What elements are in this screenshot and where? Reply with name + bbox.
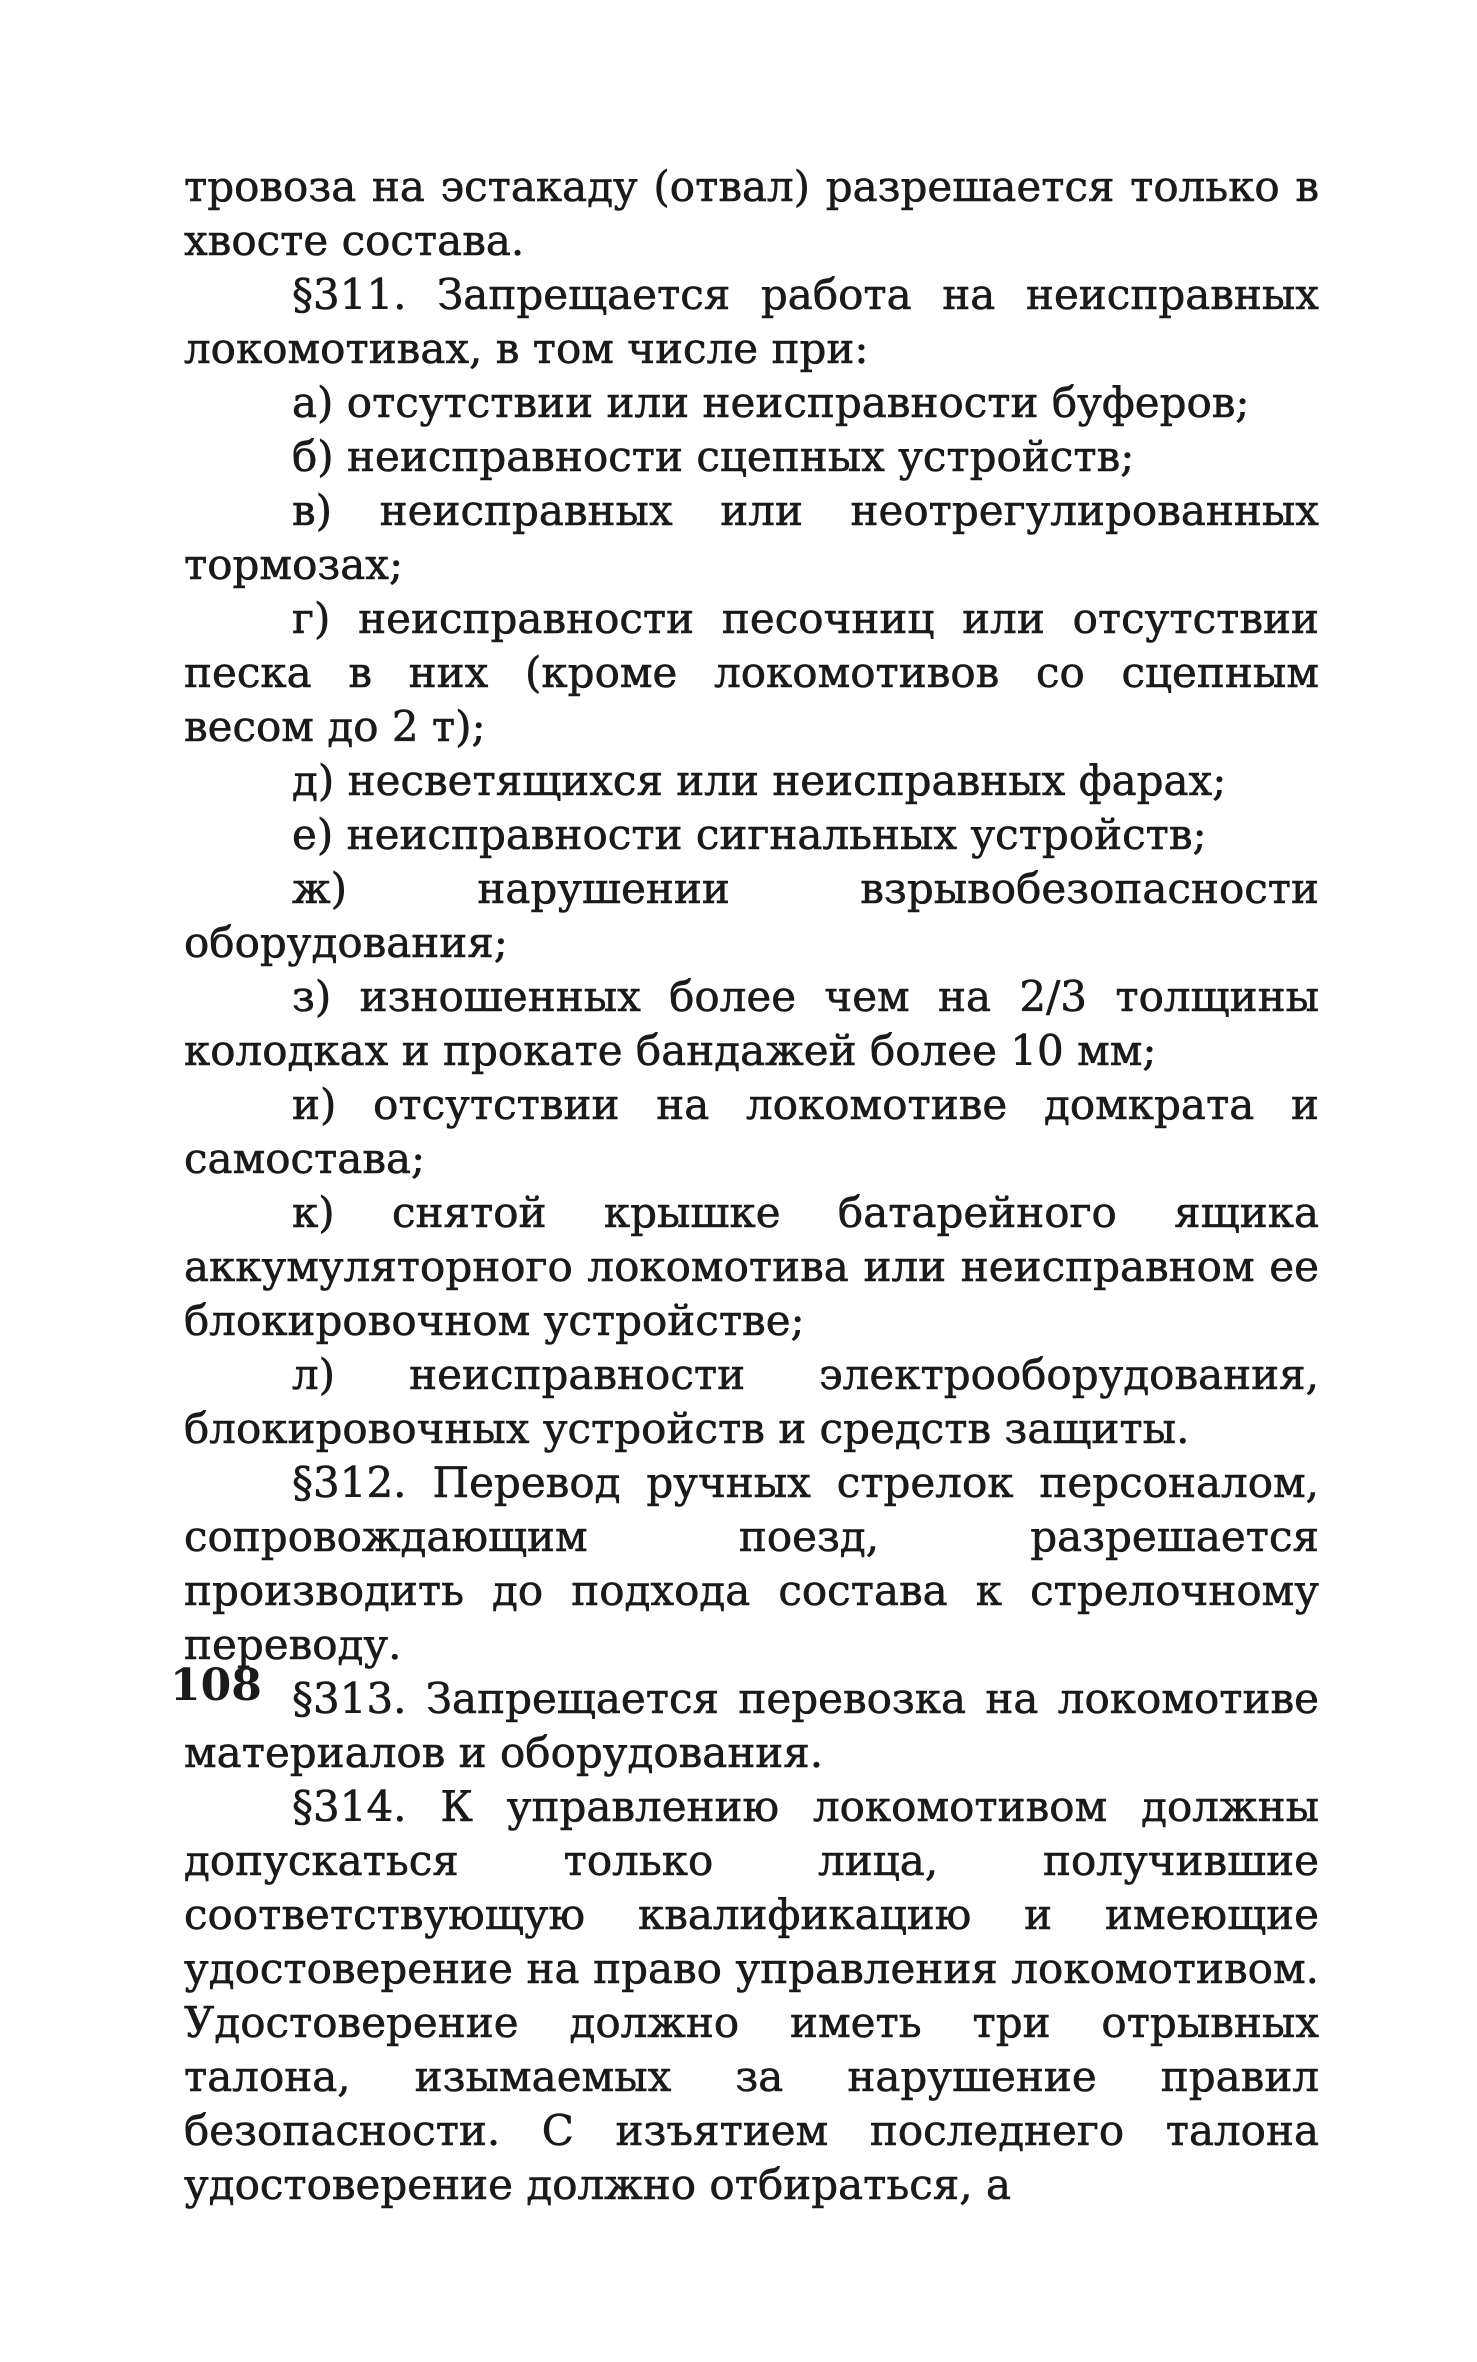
- paragraph-continuation: тровоза на эстакаду (отвал) разрешается только в хвосте состава.: [184, 162, 1319, 265]
- page-number: 108: [170, 1660, 262, 1711]
- list-item-g: г) неисправности песочниц или отсутствии песка в них (кроме локомотивов со сцепным весом до 2 т);: [184, 594, 1319, 751]
- list-item-k: к) снятой крышке батарейного ящика аккумуляторного локомотива или неисправном ее блокировочном устройстве;: [184, 1188, 1319, 1345]
- list-item-a: а) отсутствии или неисправности буферов;: [292, 378, 1250, 427]
- list-item-zh: ж) нарушении взрывобезопасности оборудования;: [184, 864, 1319, 967]
- list-item-l: л) неисправности электрооборудования, блокировочных устройств и средств защиты.: [184, 1350, 1319, 1453]
- paragraph-312: §312. Перевод ручных стрелок персоналом, сопровождающим поезд, разрешается производить до подхода состава к стрелочному переводу.: [184, 1458, 1319, 1669]
- paragraph-314: §314. К управлению локомотивом должны допускаться только лица, получившие соответствующую квалификацию и имеющие удостоверение на право управления локомотивом. Удостоверение должно иметь три отрывных талона, изымаемых за нарушение правил безопасности. С изъятием последнего талона удостоверение должно отбираться, а: [184, 1782, 1319, 2209]
- paragraph-313: §313. Запрещается перевозка на локомотиве материалов и оборудования.: [184, 1674, 1319, 1777]
- list-item-i: и) отсутствии на локомотиве домкрата и самостава;: [184, 1080, 1319, 1183]
- list-item-d: д) несветящихся или неисправных фарах;: [292, 756, 1227, 805]
- paragraph-311: §311. Запрещается работа на неисправных локомотивах, в том числе при:: [184, 270, 1319, 373]
- list-item-e: е) неисправности сигнальных устройств;: [292, 810, 1207, 859]
- list-item-z: з) изношенных более чем на 2/3 толщины колодках и прокате бандажей более 10 мм;: [184, 972, 1319, 1075]
- list-item-v: в) неисправных или неотрегулированных тормозах;: [184, 486, 1319, 589]
- page-text-block: [184, 160, 1319, 2212]
- list-item-b: б) неисправности сцепных устройств;: [292, 432, 1135, 481]
